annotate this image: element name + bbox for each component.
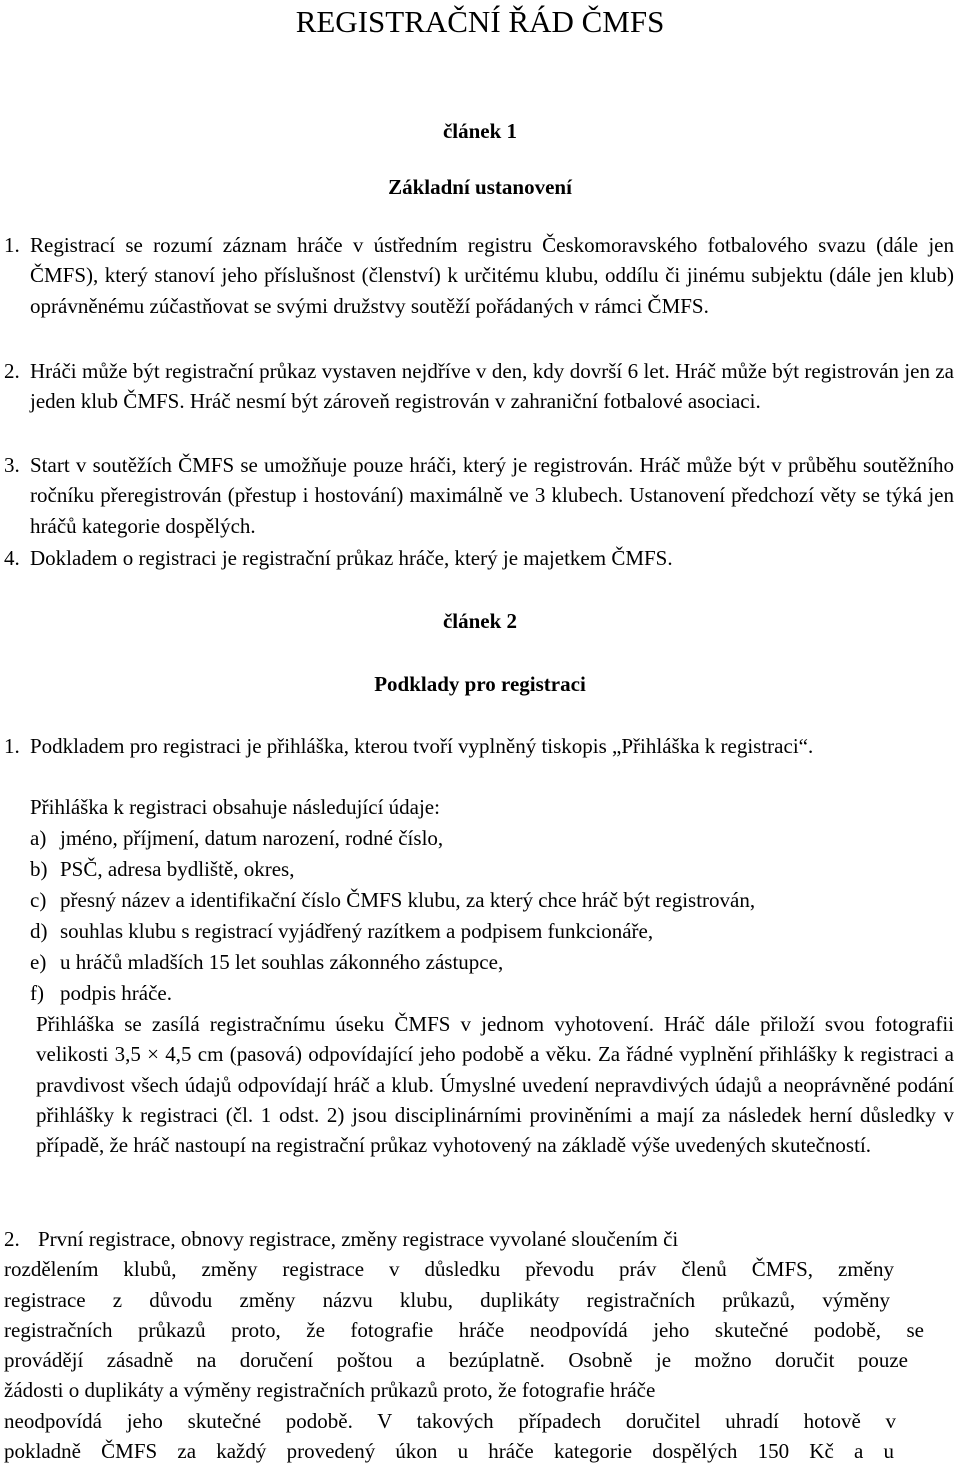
- document-title: REGISTRAČNÍ ŘÁD ČMFS: [295, 4, 665, 39]
- application-list-intro: Přihláška k registraci obsahuje následující údaje:: [30, 795, 440, 819]
- article-1-item-1-text: Registrací se rozumí záznam hráče v ústředním registru Českomoravského fotbalového svazu (dále jen ČMFS), který stanoví jeho příslušnost (členství) k určitému klubu, oddílu či jinému subjektu (dále jen klub) oprávněnému zúčastňovat se svými družstvy soutěží pořádaných v rámci ČMFS.: [30, 233, 954, 318]
- article-2-item-2-text: [4, 1224, 924, 1466]
- list-item-label: c): [30, 888, 47, 912]
- article-1-item-3-text: Start v soutěžích ČMFS se umožňuje pouze hráči, který je registrován. Hráč může být v průběhu soutěžního ročníku přeregistrován (přestup i hostování) maximálně ve 3 klubech. Ustanovení předchozí věty se týká jen hráčů kategorie dospělých.: [30, 453, 954, 538]
- list-item: [30, 854, 294, 884]
- application-submission-text: Přihláška se zasílá registračnímu úseku ČMFS v jednom vyhotovení. Hráč dále přiloží svou fotografii velikosti 3,5 × 4,5 cm (pasová) odpovídající jeho podobě a věku. Za řádné vyplnění přihlášky k registraci a pravdivost všech údajů odpovídají hráč a klub. Úmyslné uvedení nepravdivých údajů a neoprávněné podání přihlášky k registraci (čl. 1 odst. 2) jsou disciplinárními proviněními a mají za následek herní důsledky v případě, že hráč nastoupí na registrační průkaz vyhotovený na základě výše uvedených skutečností.: [36, 1012, 954, 1158]
- list-item-text: jméno, příjmení, datum narození, rodné číslo,: [60, 826, 444, 850]
- article-1-item-3-number: 3.: [4, 453, 20, 477]
- article-1-item-2-text: Hráči může být registrační průkaz vystaven nejdříve v den, kdy dovrší 6 let. Hráč může být registrován jen za jeden klub ČMFS. Hráč nesmí být zároveň registrován v zahraniční fotbalové asociaci.: [30, 359, 954, 414]
- list-item-text: u hráčů mladších 15 let souhlas zákonného zástupce,: [60, 950, 504, 974]
- text-line: První registrace, obnovy registrace, změny registrace vyvolané sloučením či: [38, 1227, 679, 1251]
- text-line: registrace z důvodu změny názvu klubu, duplikáty registračních průkazů, výměny: [4, 1287, 890, 1312]
- article-2-item-1-text: Podkladem pro registraci je přihláška, kterou tvoří vyplněný tiskopis „Přihláška k registraci“.: [30, 734, 814, 758]
- list-item: [30, 885, 755, 915]
- list-item-label: d): [30, 919, 48, 943]
- article-2-item-1-number: 1.: [4, 734, 20, 758]
- article-2-item-2-number: 2.: [4, 1227, 20, 1251]
- list-item-label: e): [30, 950, 47, 974]
- text-line: neodpovídá jeho skutečné podobě. V takových případech doručitel uhradí hotově v: [4, 1408, 896, 1433]
- list-item-text: souhlas klubu s registrací vyjádřený razítkem a podpisem funkcionáře,: [60, 919, 654, 943]
- list-item: [30, 947, 503, 977]
- text-line: registračních průkazů proto, že fotografie hráče neodpovídá jeho skutečné podobě, se: [4, 1317, 924, 1342]
- article-1-heading: Základní ustanovení: [388, 175, 572, 199]
- list-item-text: podpis hráče.: [60, 981, 172, 1005]
- list-item-label: b): [30, 857, 48, 881]
- text-line: rozdělením klubů, změny registrace v důsledku převodu práv členů ČMFS, změny: [4, 1257, 894, 1282]
- text-line: provádějí zásadně na doručení poštou a bezúplatně. Osobně je možno doručit pouze: [4, 1348, 908, 1373]
- list-item-text: přesný název a identifikační číslo ČMFS klubu, za který chce hráč být registrován,: [60, 888, 756, 912]
- article-2-number: článek 2: [442, 609, 518, 633]
- list-item-label: a): [30, 826, 47, 850]
- list-item-label: f): [30, 981, 44, 1005]
- list-item-text: PSČ, adresa bydliště, okres,: [60, 857, 295, 881]
- list-item: [30, 823, 443, 853]
- list-item: [30, 978, 172, 1008]
- article-1-item-4-text: Dokladem o registraci je registrační průkaz hráče, který je majetkem ČMFS.: [30, 546, 673, 570]
- text-line: pokladně ČMFS za každý provedený úkon u hráče kategorie dospělých 150 Kč a u: [4, 1439, 894, 1464]
- text-line: žádosti o duplikáty a výměny registračních průkazů proto, že fotografie hráče: [4, 1378, 656, 1403]
- article-1-item-2-number: 2.: [4, 359, 20, 383]
- article-2-heading: Podklady pro registraci: [374, 672, 586, 696]
- article-1-item-1-number: 1.: [4, 233, 20, 257]
- article-1-number: článek 1: [442, 119, 518, 143]
- article-1-item-4-number: 4.: [4, 546, 20, 570]
- list-item: [30, 916, 653, 946]
